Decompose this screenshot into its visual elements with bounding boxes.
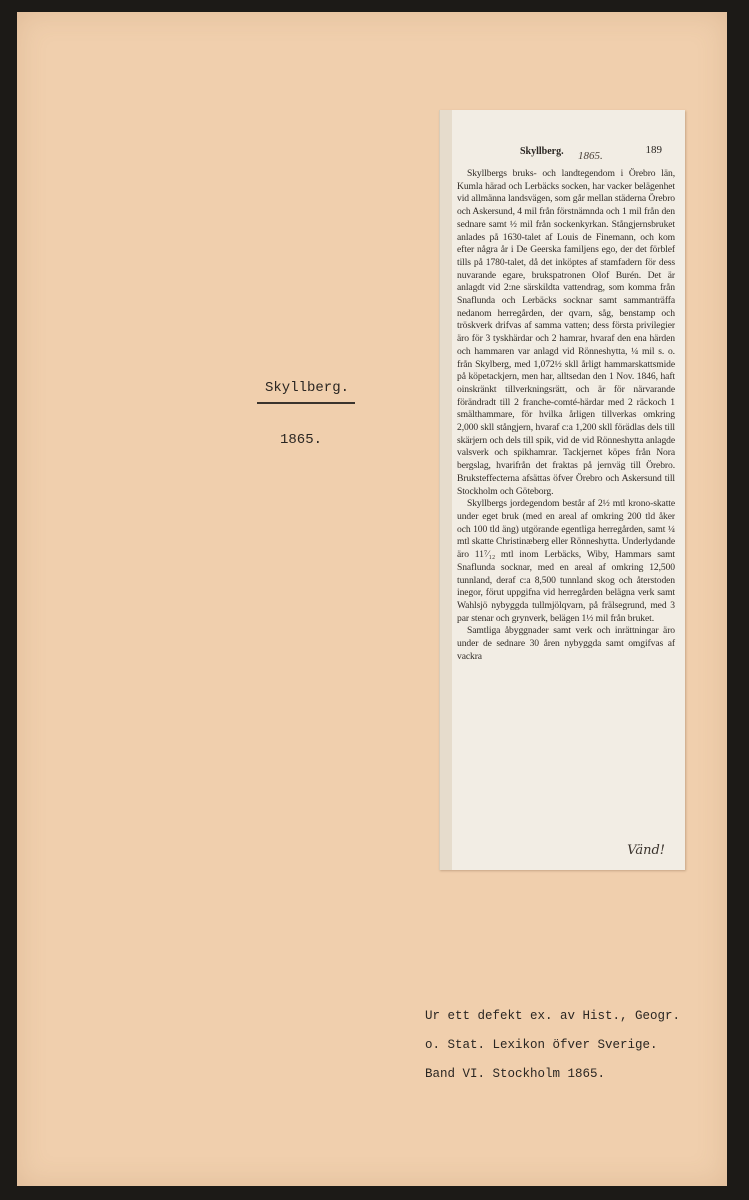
source-note-line-2: o. Stat. Lexikon öfver Sverige. xyxy=(425,1038,658,1052)
clipping-header xyxy=(462,144,662,162)
handwritten-turn-note: Vänd! xyxy=(627,843,665,858)
source-note-line-3: Band VI. Stockholm 1865. xyxy=(425,1067,606,1081)
clipping-body xyxy=(457,168,675,663)
newspaper-clipping xyxy=(439,110,685,870)
title-underline xyxy=(257,402,355,404)
clipping-handwritten-year: 1865. xyxy=(578,150,603,162)
source-note-line-1: Ur ett defekt ex. av Hist., Geogr. xyxy=(425,1009,681,1023)
clipping-page-number: 189 xyxy=(645,144,662,156)
clipping-paragraph-1: Skyllbergs bruks- och landtegendom i Örebro län, Kumla härad och Lerbäcks socken, har vacker belägenhet vid allmänna landsvägen, som går mellan städerna Örebro och Askersund, 4 mil från förstnämnda och 1 mil från den sednare samt ½ mil från sockenkyrkan. Stångjernsbruket anlades på 1630-talet af Louis de Finemann, och kom efter några år i De Geerska familjens ego, der det förblef tills på 1780-talet, då det inköptes af stamfadern för dess nuvarande egare, brukspatronen Olof Burén. Det är anlagdt vid 2:ne särskildta vattendrag, som komma från Snaflunda och Lerbäcks socknar samt sammanträffa nedanom herregården, der qvarn, såg, benstamp och tröskverk drifvas af samma vatten; dess första privilegier äro för 3 tyskhärdar och 2 hamrar, hvaraf den ena härden och hammaren var anlagd vid Rönneshytta, ¼ mil s. o. från Skylberg, med 1,072½ skll årligt hammarskattsmide på köpetackjern, men har, alltsedan den 1 Nov. 1846, haft oinskränkt tillverkningsrätt, och är för närvarande förändradt till 2 franche-comté-härdar med 2 räckoch 1 smälthammare, för hvilka årligen tillverkas omkring 2,000 skll stångjern, hvaraf c:a 1,200 skll förädlas dels till skärjern och dels till spik, vid de vid Rönneshytta anlagde valsverk och spikhamrar. Tackjernet köpes från Nora bergslag, hvarifrån det fraktas på jernväg till Örebro. Bruksteffecterna afsättas öfver Örebro och Askersund till Stockholm och Göteborg. xyxy=(457,168,675,497)
clipping-paste-strip xyxy=(440,110,452,870)
card-title: Skyllberg. xyxy=(265,380,350,396)
source-note xyxy=(425,1002,725,1089)
clipping-header-title: Skyllberg. xyxy=(520,146,564,157)
clipping-paragraph-3: Samtliga åbyggnader samt verk och inrättningar äro under de sednare 30 åren nybyggda samt omgifvas af vackra xyxy=(457,625,675,662)
card-year: 1865. xyxy=(280,432,323,448)
clipping-paragraph-2: Skyllbergs jordegendom består af 2½ mtl krono-skatte under eget bruk (med en areal af omkring 200 tld åker och 100 tld äng) utgörande egentliga herregården, samt ¼ mtl skatte Christinæberg eller Rönneshytta. Underlydande äro 11⁷⁄₁₂ mtl inom Lerbäcks, Wiby, Hammars samt Snaflunda socknar, med en areal af omkring 12,500 tunnland, deraf c:a 8,500 tunnland skog och återstoden inegor, förut uppgifna vid herregården belägna verk samt Wahlsjö nybyggda tullmjölqvarn, på frälsegrund, med 3 par stenar och grynverk, belägen 1½ mil från bruket. xyxy=(457,498,675,624)
